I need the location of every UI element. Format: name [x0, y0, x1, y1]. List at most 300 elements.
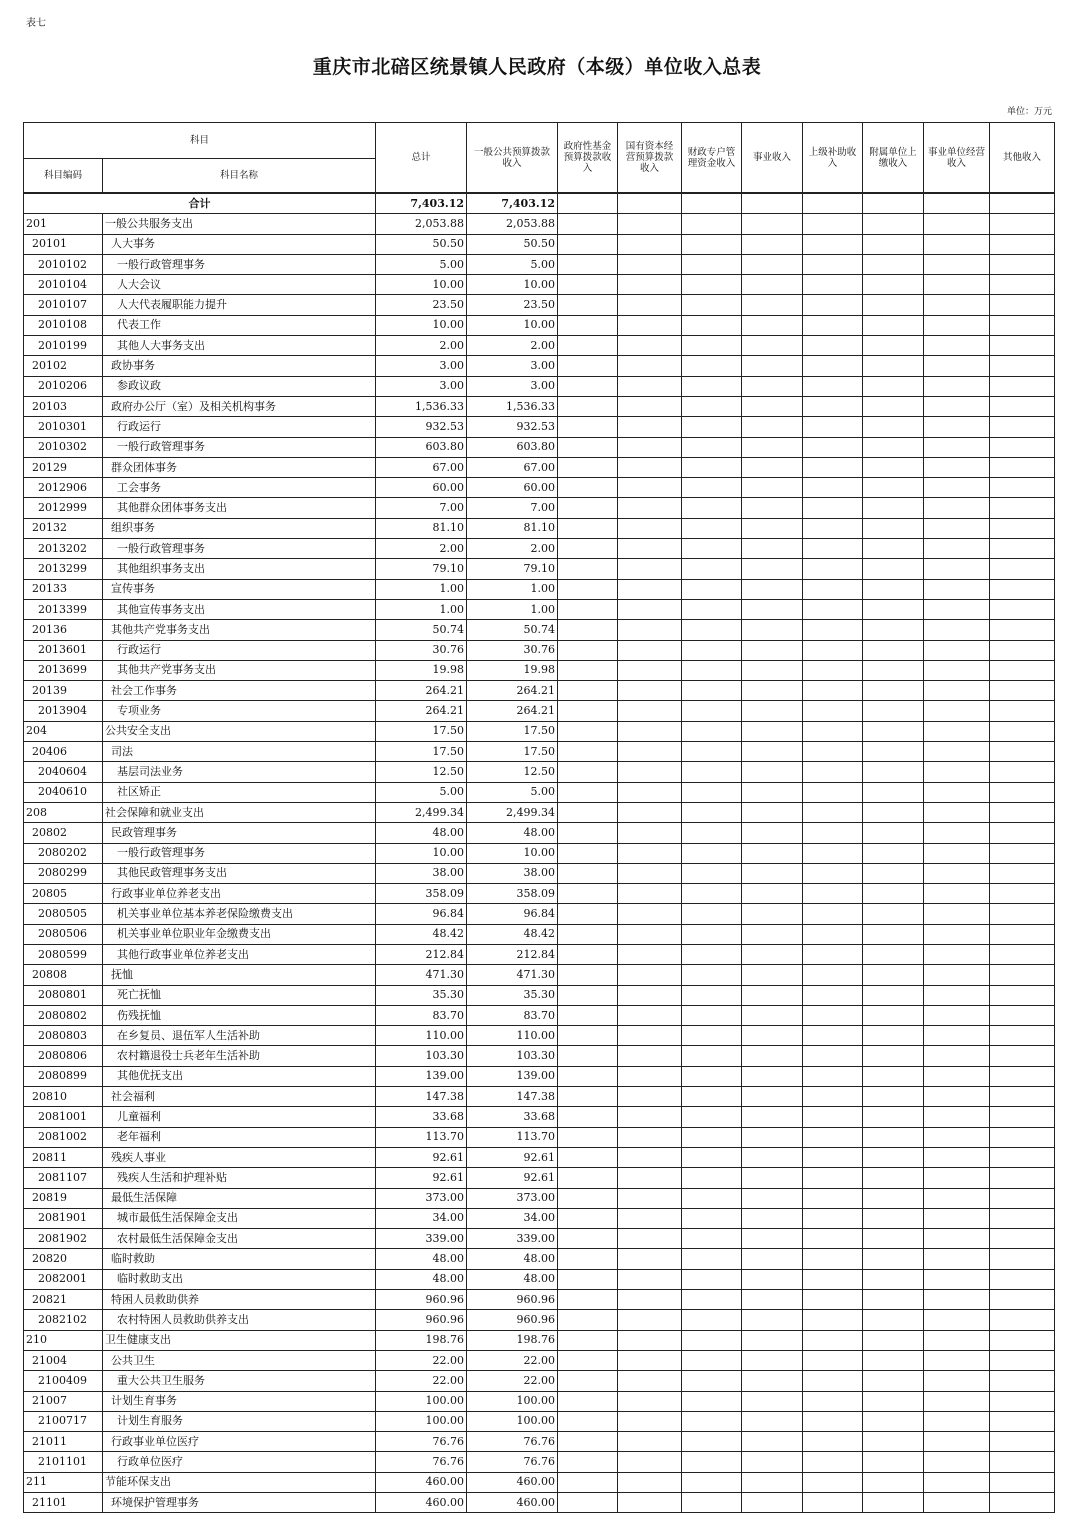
subject-code-cell: 2040604 [24, 762, 103, 782]
subject-code-cell: 2040610 [24, 782, 103, 802]
subject-code-cell: 2080803 [24, 1026, 103, 1046]
empty-cell [682, 884, 742, 904]
subject-code-cell: 2081002 [24, 1127, 103, 1147]
empty-cell [924, 660, 990, 680]
empty-cell [863, 599, 924, 619]
subject-code-cell: 2010302 [24, 437, 103, 457]
empty-cell [618, 660, 682, 680]
empty-cell [682, 1371, 742, 1391]
empty-cell [558, 965, 618, 985]
total-cell: 81.10 [376, 518, 467, 538]
total-cell: 48.00 [376, 1249, 467, 1269]
empty-cell [924, 1411, 990, 1431]
subject-code-cell: 2081001 [24, 1107, 103, 1127]
total-cell: 471.30 [376, 965, 467, 985]
empty-cell [682, 336, 742, 356]
subject-name-cell: 其他共产党事务支出 [103, 620, 376, 640]
general-budget-cell: 92.61 [467, 1147, 558, 1167]
table-row [24, 1269, 1055, 1289]
empty-cell [682, 681, 742, 701]
empty-cell [742, 762, 803, 782]
empty-cell [742, 457, 803, 477]
empty-cell [618, 1107, 682, 1127]
total-cell: 48.00 [376, 823, 467, 843]
table-row [24, 498, 1055, 518]
empty-cell [863, 843, 924, 863]
empty-cell [924, 336, 990, 356]
empty-cell [558, 884, 618, 904]
empty-cell [618, 721, 682, 741]
empty-cell [924, 1188, 990, 1208]
empty-cell [863, 1472, 924, 1492]
empty-cell [924, 1249, 990, 1269]
general-budget-cell: 50.74 [467, 620, 558, 640]
empty-cell [924, 356, 990, 376]
empty-cell [742, 701, 803, 721]
empty-cell [863, 1087, 924, 1107]
empty-cell [558, 315, 618, 335]
empty-cell [618, 518, 682, 538]
empty-cell [742, 660, 803, 680]
empty-cell [803, 1066, 863, 1086]
empty-cell [558, 1472, 618, 1492]
empty-cell [682, 1127, 742, 1147]
empty-cell [558, 1493, 618, 1513]
subject-code-cell: 2010102 [24, 254, 103, 274]
empty-cell [990, 579, 1055, 599]
subject-name-cell: 抚恤 [103, 965, 376, 985]
table-row [24, 965, 1055, 985]
empty-cell [682, 518, 742, 538]
empty-cell [990, 559, 1055, 579]
empty-cell [682, 254, 742, 274]
empty-cell [863, 640, 924, 660]
total-label: 合计 [24, 193, 376, 214]
empty-cell [742, 1046, 803, 1066]
subject-code-cell: 20136 [24, 620, 103, 640]
subject-code-cell: 2010107 [24, 295, 103, 315]
empty-cell [742, 965, 803, 985]
total-cell: 113.70 [376, 1127, 467, 1147]
empty-cell [863, 1066, 924, 1086]
empty-cell [618, 539, 682, 559]
empty-cell [682, 762, 742, 782]
empty-cell [742, 1066, 803, 1086]
empty-cell [863, 1411, 924, 1431]
table-row [24, 234, 1055, 254]
empty-cell [682, 1330, 742, 1350]
subject-code-cell: 2012999 [24, 498, 103, 518]
total-cell: 2,499.34 [376, 802, 467, 822]
page-title: 重庆市北碚区统景镇人民政府（本级）单位收入总表 [312, 56, 762, 78]
empty-cell [558, 1107, 618, 1127]
subject-name-cell: 农村籍退役士兵老年生活补助 [103, 1046, 376, 1066]
empty-cell [682, 1208, 742, 1228]
empty-cell [618, 275, 682, 295]
table-row [24, 843, 1055, 863]
empty-cell [682, 721, 742, 741]
table-row [24, 518, 1055, 538]
total-cell: 76.76 [376, 1452, 467, 1472]
total-cell: 198.76 [376, 1330, 467, 1350]
subject-name-cell: 行政运行 [103, 417, 376, 437]
subject-code-cell: 211 [24, 1472, 103, 1492]
empty-cell [742, 1452, 803, 1472]
empty-cell [682, 1168, 742, 1188]
empty-cell [863, 1107, 924, 1127]
empty-cell [803, 1208, 863, 1228]
subject-code-cell: 2013299 [24, 559, 103, 579]
empty-cell [924, 1127, 990, 1147]
empty-cell [558, 1208, 618, 1228]
general-budget-cell: 48.42 [467, 924, 558, 944]
empty-cell [863, 559, 924, 579]
table-row [24, 1087, 1055, 1107]
total-cell: 22.00 [376, 1371, 467, 1391]
general-budget-cell: 17.50 [467, 721, 558, 741]
empty-cell [990, 1066, 1055, 1086]
empty-cell [990, 1005, 1055, 1025]
empty-cell [618, 1493, 682, 1513]
empty-cell [558, 924, 618, 944]
subject-name-cell: 代表工作 [103, 315, 376, 335]
subject-code-cell: 2080806 [24, 1046, 103, 1066]
empty-cell [618, 396, 682, 416]
general-budget-cell: 460.00 [467, 1472, 558, 1492]
subject-name-cell: 公共安全支出 [103, 721, 376, 741]
subject-name-cell: 残疾人事业 [103, 1147, 376, 1167]
empty-cell [618, 1290, 682, 1310]
general-budget-cell: 103.30 [467, 1046, 558, 1066]
table-row [24, 295, 1055, 315]
empty-cell [558, 518, 618, 538]
empty-cell [742, 1107, 803, 1127]
empty-cell [682, 275, 742, 295]
table-row [24, 620, 1055, 640]
empty-cell [924, 1269, 990, 1289]
subject-code-cell: 2080599 [24, 944, 103, 964]
empty-cell [682, 1087, 742, 1107]
empty-cell [618, 1005, 682, 1025]
empty-cell [742, 640, 803, 660]
empty-cell [863, 1147, 924, 1167]
empty-cell [990, 336, 1055, 356]
general-budget-cell: 471.30 [467, 965, 558, 985]
subject-code-cell: 2010199 [24, 336, 103, 356]
empty-cell [924, 762, 990, 782]
empty-cell [924, 579, 990, 599]
empty-cell [924, 539, 990, 559]
empty-cell [803, 1026, 863, 1046]
empty-cell [924, 1371, 990, 1391]
empty-cell [618, 620, 682, 640]
empty-cell [990, 1330, 1055, 1350]
empty-cell [742, 1249, 803, 1269]
empty-cell [924, 599, 990, 619]
empty-cell [558, 275, 618, 295]
empty-cell [863, 884, 924, 904]
empty-cell [742, 599, 803, 619]
subject-code-cell: 20819 [24, 1188, 103, 1208]
general-budget-cell: 5.00 [467, 254, 558, 274]
empty-cell [618, 254, 682, 274]
empty-cell [803, 234, 863, 254]
empty-cell [618, 599, 682, 619]
empty-cell [863, 234, 924, 254]
empty-cell [990, 1188, 1055, 1208]
general-budget-cell: 198.76 [467, 1330, 558, 1350]
empty-cell [990, 518, 1055, 538]
total-cell: 50.50 [376, 234, 467, 254]
empty-cell [742, 782, 803, 802]
empty-cell [558, 599, 618, 619]
total-cell: 17.50 [376, 742, 467, 762]
empty-cell [803, 782, 863, 802]
empty-cell [682, 823, 742, 843]
general-budget-cell: 264.21 [467, 681, 558, 701]
empty-cell [863, 1391, 924, 1411]
empty-cell [803, 559, 863, 579]
empty-cell [803, 1432, 863, 1452]
empty-cell [742, 1310, 803, 1330]
empty-cell [682, 376, 742, 396]
empty-cell [682, 1452, 742, 1472]
subject-name-cell: 基层司法业务 [103, 762, 376, 782]
total-cell: 2.00 [376, 336, 467, 356]
empty-cell [742, 1330, 803, 1350]
empty-cell [803, 214, 863, 234]
subject-code-cell: 2080505 [24, 904, 103, 924]
general-budget-cell: 50.50 [467, 234, 558, 254]
table-row [24, 1290, 1055, 1310]
empty-cell [558, 579, 618, 599]
total-cell: 460.00 [376, 1493, 467, 1513]
empty-cell [742, 681, 803, 701]
total-cell: 212.84 [376, 944, 467, 964]
empty-cell [803, 539, 863, 559]
empty-cell [558, 1432, 618, 1452]
empty-cell [924, 1432, 990, 1452]
col-header-business-income: 事业收入 [742, 123, 803, 194]
general-budget-cell: 339.00 [467, 1229, 558, 1249]
empty-cell [558, 356, 618, 376]
table-number: 表七 [26, 18, 46, 29]
empty-cell [863, 295, 924, 315]
subject-code-cell: 2081902 [24, 1229, 103, 1249]
empty-cell [558, 1330, 618, 1350]
empty-cell [990, 315, 1055, 335]
empty-cell [742, 539, 803, 559]
general-budget-cell: 33.68 [467, 1107, 558, 1127]
table-row [24, 559, 1055, 579]
empty-cell [682, 214, 742, 234]
empty-cell [618, 1188, 682, 1208]
empty-cell [618, 1391, 682, 1411]
total-cell: 67.00 [376, 457, 467, 477]
empty-cell [682, 559, 742, 579]
table-row [24, 985, 1055, 1005]
empty-cell [742, 1147, 803, 1167]
empty-cell [682, 396, 742, 416]
empty-cell [682, 782, 742, 802]
subject-name-cell: 公共卫生 [103, 1350, 376, 1370]
empty-cell [990, 1249, 1055, 1269]
subject-code-cell: 2101101 [24, 1452, 103, 1472]
empty-cell [618, 1026, 682, 1046]
empty-cell [863, 396, 924, 416]
empty-cell [618, 336, 682, 356]
col-header-total: 总计 [376, 123, 467, 194]
general-budget-cell: 1,536.33 [467, 396, 558, 416]
empty-cell [924, 944, 990, 964]
empty-cell [558, 1005, 618, 1025]
table-row [24, 1249, 1055, 1269]
empty-cell [558, 802, 618, 822]
table-row [24, 701, 1055, 721]
subject-name-cell: 节能环保支出 [103, 1472, 376, 1492]
total-cell: 10.00 [376, 315, 467, 335]
subject-code-cell: 2013601 [24, 640, 103, 660]
subject-name-cell: 计划生育服务 [103, 1411, 376, 1431]
empty-cell [803, 1249, 863, 1269]
empty-cell [803, 1391, 863, 1411]
total-cell: 34.00 [376, 1208, 467, 1228]
total-sum: 7,403.12 [376, 193, 467, 214]
table-row [24, 1472, 1055, 1492]
empty-cell [803, 417, 863, 437]
table-row [24, 1026, 1055, 1046]
subject-code-cell: 20139 [24, 681, 103, 701]
empty-cell [924, 985, 990, 1005]
empty-cell [558, 214, 618, 234]
empty-cell [990, 1208, 1055, 1228]
subject-name-cell: 临时救助 [103, 1249, 376, 1269]
empty-cell [924, 1229, 990, 1249]
empty-cell [990, 1310, 1055, 1330]
empty-cell [742, 823, 803, 843]
total-cell: 10.00 [376, 843, 467, 863]
empty-cell [742, 1350, 803, 1370]
empty-cell [618, 985, 682, 1005]
total-cell: 100.00 [376, 1391, 467, 1411]
empty-cell [558, 782, 618, 802]
empty-cell [618, 823, 682, 843]
total-cell: 139.00 [376, 1066, 467, 1086]
empty-cell [803, 1350, 863, 1370]
empty-cell [990, 904, 1055, 924]
subject-name-cell: 老年福利 [103, 1127, 376, 1147]
empty-cell [803, 742, 863, 762]
empty-cell [863, 478, 924, 498]
subject-name-cell: 群众团体事务 [103, 457, 376, 477]
empty-cell [682, 640, 742, 660]
total-cell: 96.84 [376, 904, 467, 924]
empty-cell [682, 924, 742, 944]
general-budget-cell: 67.00 [467, 457, 558, 477]
col-header-affiliated-remit: 附属单位上缴收入 [863, 123, 924, 194]
empty-cell [924, 620, 990, 640]
empty-cell [558, 620, 618, 640]
table-row [24, 762, 1055, 782]
table-row [24, 396, 1055, 416]
total-cell: 92.61 [376, 1147, 467, 1167]
empty-cell [742, 721, 803, 741]
table-row [24, 1005, 1055, 1025]
empty-cell [742, 478, 803, 498]
empty-cell [863, 1290, 924, 1310]
subject-code-cell: 20808 [24, 965, 103, 985]
table-row [24, 1432, 1055, 1452]
empty-cell [682, 295, 742, 315]
empty-cell [863, 823, 924, 843]
empty-cell [863, 782, 924, 802]
table-row [24, 782, 1055, 802]
empty-cell [990, 417, 1055, 437]
empty-cell [863, 924, 924, 944]
empty-cell [924, 1087, 990, 1107]
total-cell: 5.00 [376, 254, 467, 274]
empty-cell [803, 376, 863, 396]
empty-cell [924, 376, 990, 396]
general-budget-cell: 48.00 [467, 823, 558, 843]
subject-name-cell: 人大代表履职能力提升 [103, 295, 376, 315]
empty-cell [682, 539, 742, 559]
empty-cell [803, 518, 863, 538]
empty-cell [618, 1066, 682, 1086]
empty-cell [618, 782, 682, 802]
subject-name-cell: 残疾人生活和护理补贴 [103, 1168, 376, 1188]
empty-cell [990, 1432, 1055, 1452]
empty-cell [558, 559, 618, 579]
subject-code-cell: 2080299 [24, 863, 103, 883]
empty-cell [863, 417, 924, 437]
empty-cell [924, 1046, 990, 1066]
total-cell: 373.00 [376, 1188, 467, 1208]
empty-cell [742, 234, 803, 254]
empty-cell [742, 1432, 803, 1452]
empty-cell [618, 1229, 682, 1249]
empty-cell [558, 1087, 618, 1107]
empty-cell [618, 1269, 682, 1289]
table-row [24, 1046, 1055, 1066]
table-row [24, 1208, 1055, 1228]
table-row [24, 1310, 1055, 1330]
subject-name-cell: 农村最低生活保障金支出 [103, 1229, 376, 1249]
empty-cell [742, 620, 803, 640]
empty-cell [682, 802, 742, 822]
empty-cell [924, 1330, 990, 1350]
subject-name-cell: 参政议政 [103, 376, 376, 396]
subject-code-cell: 20805 [24, 884, 103, 904]
general-budget-cell: 960.96 [467, 1290, 558, 1310]
empty-cell [742, 275, 803, 295]
empty-cell [863, 1330, 924, 1350]
table-row [24, 315, 1055, 335]
empty-cell [863, 1249, 924, 1269]
empty-cell [990, 1452, 1055, 1472]
empty-cell [863, 376, 924, 396]
col-header-gov-fund: 政府性基金预算拨款收入 [558, 123, 618, 194]
empty-cell [863, 315, 924, 335]
empty-cell [803, 762, 863, 782]
subject-code-cell: 2080802 [24, 1005, 103, 1025]
empty-cell [618, 437, 682, 457]
empty-cell [924, 721, 990, 741]
empty-cell [863, 863, 924, 883]
empty-cell [990, 1127, 1055, 1147]
empty-cell [682, 1046, 742, 1066]
empty-cell [558, 721, 618, 741]
